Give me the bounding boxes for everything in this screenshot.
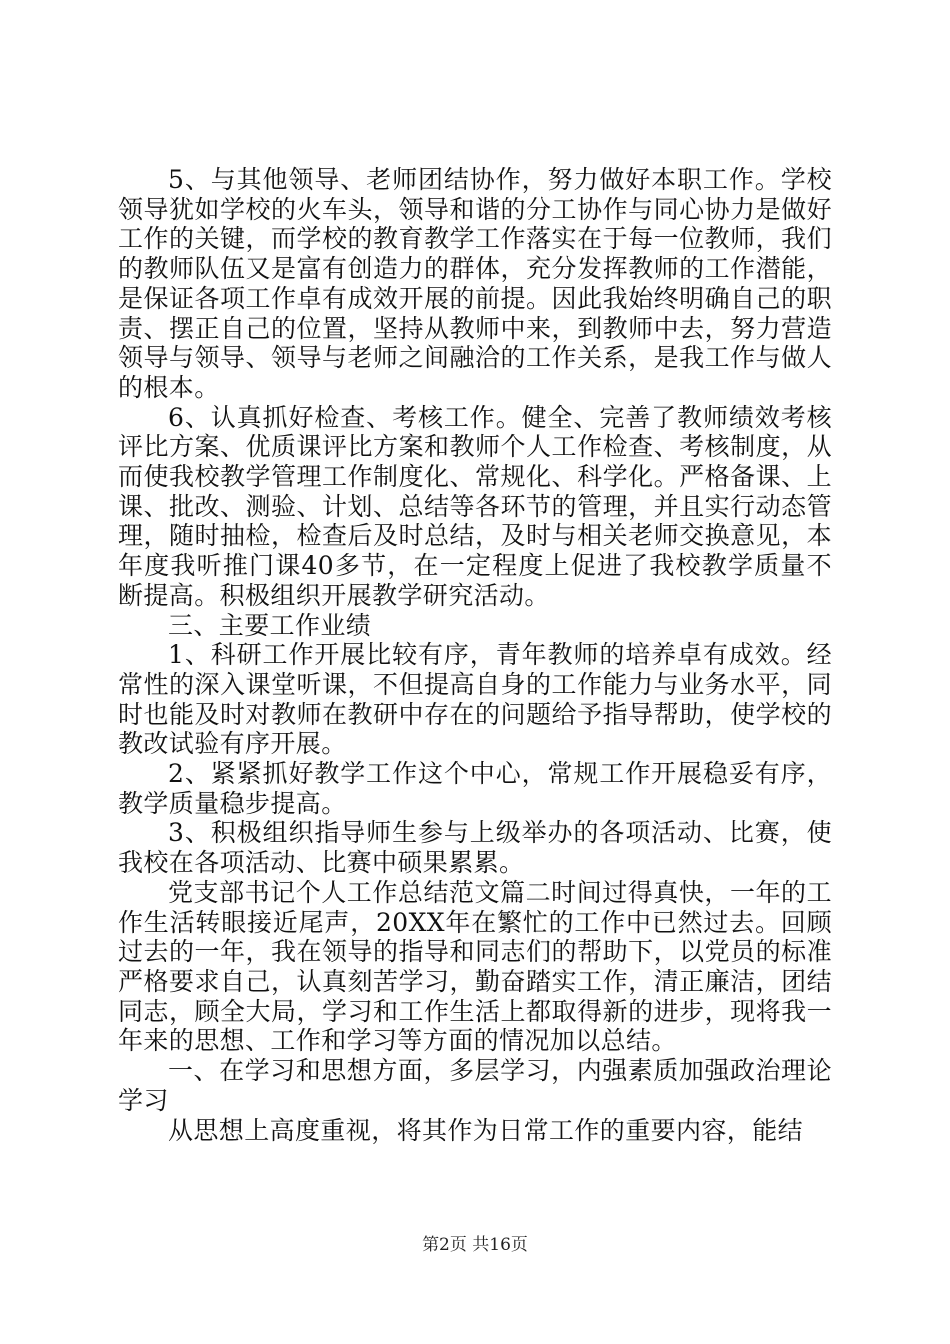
document-body: [118, 165, 832, 1145]
page-number-footer: 第2页 共16页: [422, 1235, 528, 1255]
paragraph-achievement-2: 2、紧紧抓好教学工作这个中心，常规工作开展稳妥有序，教学质量稳步提高。: [118, 759, 832, 818]
paragraph-achievement-3: 3、积极组织指导师生参与上级举办的各项活动、比赛，使我校在各项活动、比赛中硕果累累。: [118, 818, 832, 878]
paragraph-item-6: 6、认真抓好检查、考核工作。健全、完善了教师绩效考核评比方案、优质课评比方案和教师个人工作检查、考核制度，从而使我校教学管理工作制度化、常规化、科学化。严格备课、上课、批改、测验、计划、总结等各环节的管理，并且实行动态管理，随时抽检，检查后及时总结，及时与相关老师交换意见，本年度我听推门课40多节，在一定程度上促进了我校教学质量不断提高。积极组织开展教学研究活动。: [118, 402, 832, 610]
paragraph-item-5: 5、与其他领导、老师团结协作，努力做好本职工作。学校领导犹如学校的火车头，领导和谐的分工协作与同心协力是做好工作的关键，而学校的教育教学工作落实在于每一位教师，我们的教师队伍又是富有创造力的群体，充分发挥教师的工作潜能，是保证各项工作卓有成效开展的前提。因此我始终明确自己的职责、摆正自己的位置，坚持从教师中来，到教师中去，努力营造领导与领导、领导与老师之间融洽的工作关系，是我工作与做人的根本。: [118, 165, 832, 402]
paragraph-study-start: 从思想上高度重视，将其作为日常工作的重要内容，能结: [168, 1115, 804, 1145]
section-heading-study: 一、在学习和思想方面，多层学习，内强素质加强政治理论学习: [118, 1056, 832, 1115]
paragraph-achievement-1: 1、科研工作开展比较有序，青年教师的培养卓有成效。经常性的深入课堂听课，不但提高自身的工作能力与业务水平，同时也能及时对教师在教研中存在的问题给予指导帮助，使学校的教改试验有序开展。: [118, 640, 832, 759]
paragraph-second-summary-intro: 党支部书记个人工作总结范文篇二时间过得真快，一年的工作生活转眼接近尾声，20XX年在繁忙的工作中已然过去。回顾过去的一年，我在领导的指导和同志们的帮助下，以党员的标准严格要求自己，认真刻苦学习，勤奋踏实工作，清正廉洁，团结同志，顾全大局，学习和工作生活上都取得新的进步，现将我一年来的思想、工作和学习等方面的情况加以总结。: [118, 877, 832, 1056]
section-heading-achievements: 三、主要工作业绩: [168, 610, 372, 640]
